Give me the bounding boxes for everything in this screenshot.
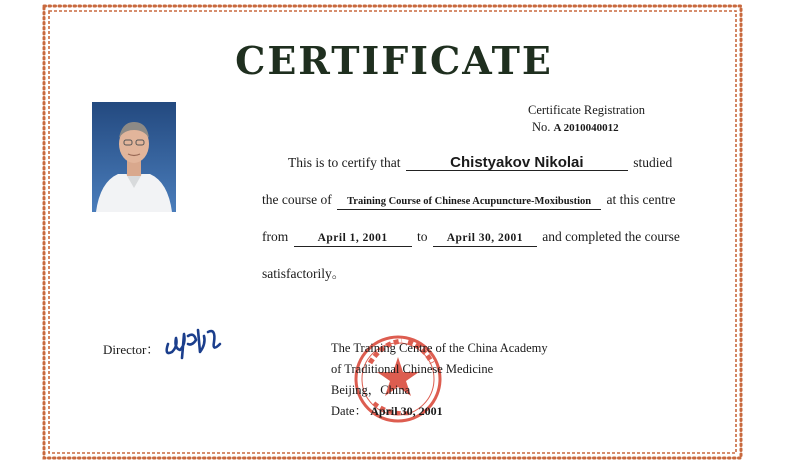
registration-no-label: No. bbox=[532, 120, 551, 134]
registration-number-row bbox=[528, 119, 645, 137]
course-prefix: the course of bbox=[262, 192, 332, 207]
director-signature bbox=[162, 322, 224, 362]
issuer-block bbox=[331, 338, 548, 422]
issue-date-value: April 30, 2001 bbox=[370, 404, 443, 418]
director-label: Director： bbox=[103, 342, 160, 357]
from-date: April 1, 2001 bbox=[294, 231, 412, 247]
course-suffix: at this centre bbox=[606, 192, 676, 207]
registration-label: Certificate Registration bbox=[528, 103, 645, 117]
dates-suffix: and completed the course bbox=[542, 229, 680, 244]
issuer-line-3: Beijing，China bbox=[331, 383, 411, 397]
certify-line bbox=[288, 155, 672, 171]
issue-date-label: Date： bbox=[331, 404, 368, 418]
certify-prefix: This is to certify that bbox=[288, 155, 401, 170]
course-name: Training Course of Chinese Acupuncture-Moxibustion bbox=[337, 194, 601, 210]
issuer-line-1: The Training Centre of the China Academy bbox=[331, 341, 548, 355]
from-label: from bbox=[262, 229, 289, 244]
recipient-name: Chistyakov Nikolai bbox=[406, 155, 628, 171]
certify-suffix: studied bbox=[633, 155, 673, 170]
portrait-photo bbox=[92, 102, 176, 212]
issuer-line-2: of Traditional Chinese Medicine bbox=[331, 362, 494, 376]
certificate-title: CERTIFICATE bbox=[235, 38, 553, 83]
to-label: to bbox=[417, 229, 428, 244]
issue-date-row bbox=[331, 401, 548, 422]
to-date: April 30, 2001 bbox=[433, 231, 537, 247]
dates-line bbox=[262, 229, 680, 247]
course-line bbox=[262, 192, 675, 210]
registration-number: A 2010040012 bbox=[553, 122, 619, 134]
satisfactorily-line: satisfactorily。 bbox=[262, 266, 346, 281]
registration-block bbox=[528, 102, 645, 137]
